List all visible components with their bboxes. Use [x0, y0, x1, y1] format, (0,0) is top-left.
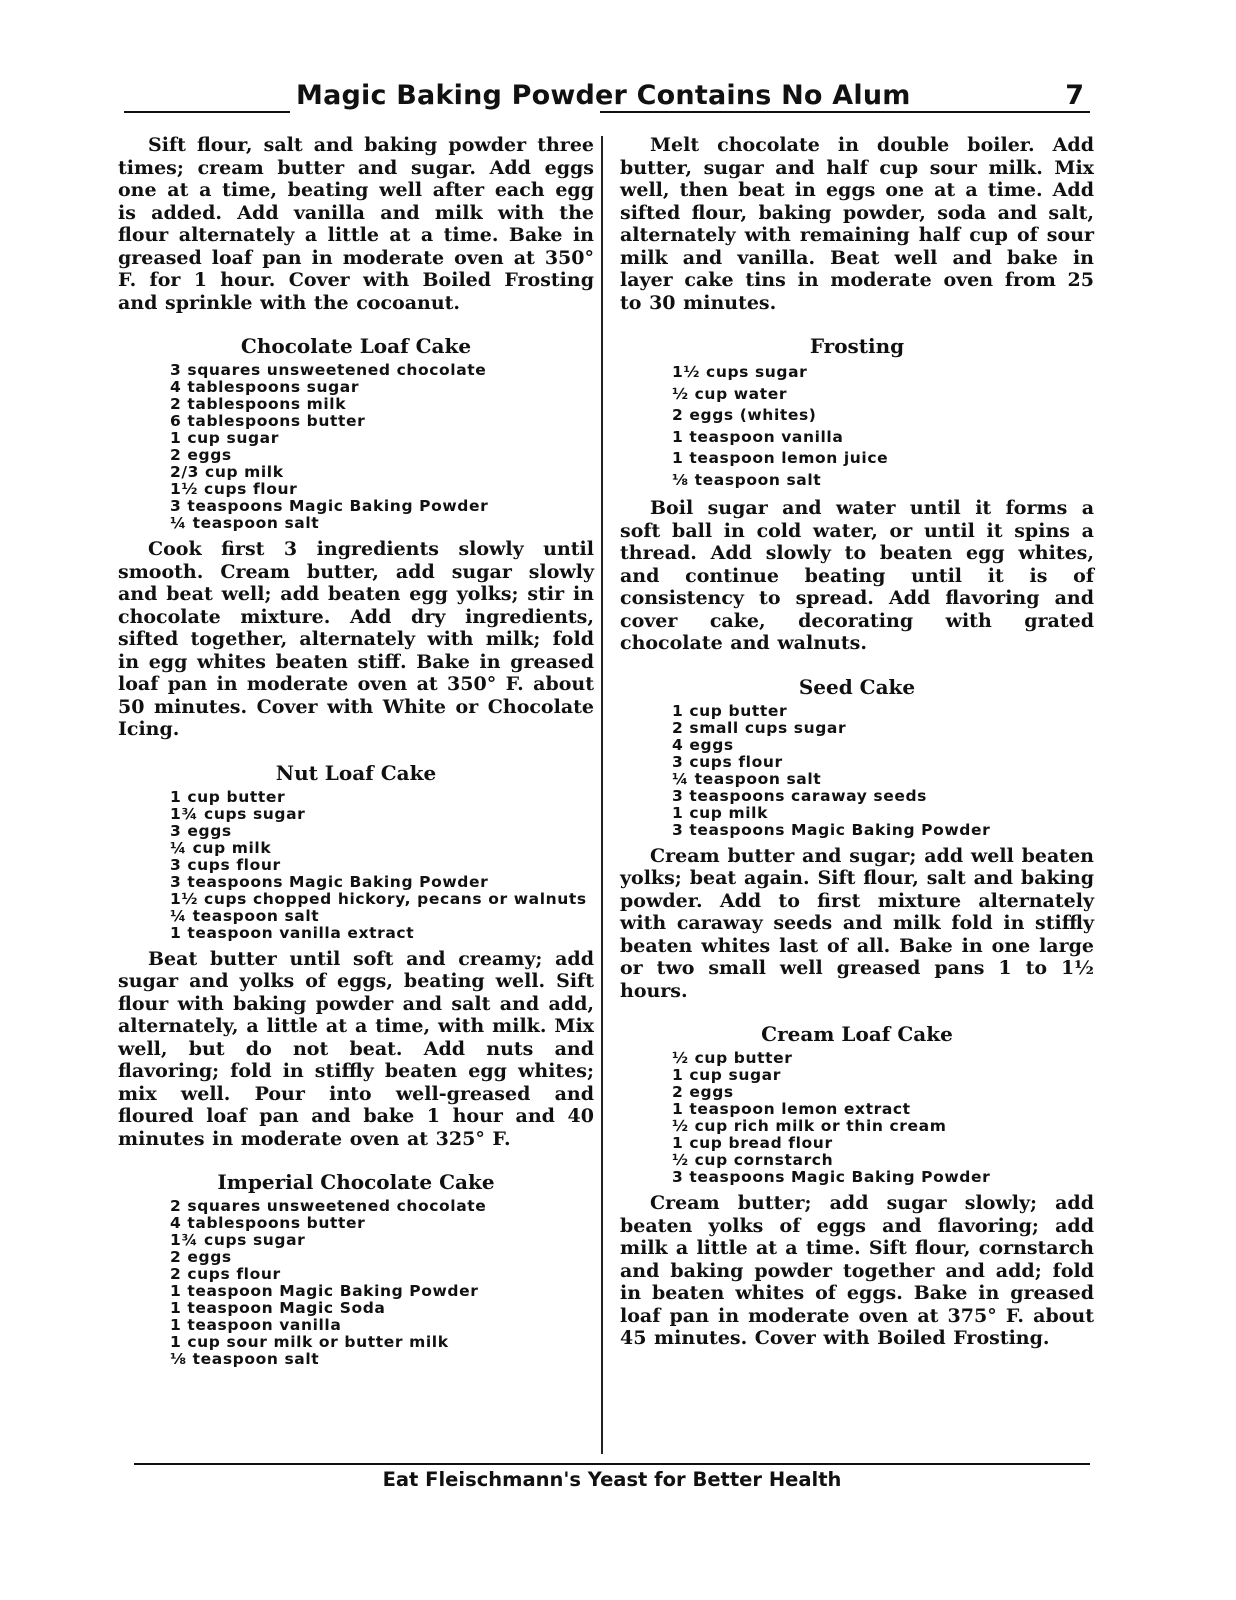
page-title: Magic Baking Powder Contains No Alum: [296, 80, 911, 111]
ingredient: 1½ cups sugar: [672, 363, 808, 381]
ingredient: ¼ teaspoon salt: [170, 514, 320, 532]
column-divider: [601, 136, 603, 1454]
ingredient-list: [170, 1198, 594, 1368]
ingredient: 1 cup sugar: [672, 1066, 781, 1084]
recipe-title: Frosting: [809, 334, 905, 358]
right-intro-paragraph: Melt chocolate in double boiler. Add butter, sugar and half cup sour milk. Mix well, then beat in eggs one at a time. Add sifted flour, baking powder, soda and salt, alternately with remaining half cup of sour milk and vanilla. Beat well and bake in layer cake tins in moderate oven from 25 to 30 minutes.: [620, 134, 1094, 314]
recipe-title: Nut Loaf Cake: [275, 760, 437, 785]
page-header: [120, 78, 1090, 118]
recipe-frosting: [620, 334, 1094, 655]
ingredient: 2 cups flour: [170, 1265, 281, 1283]
ingredient: 4 tablespoons butter: [170, 1214, 366, 1232]
recipe-title: Seed Cake: [798, 674, 916, 699]
left-column: [118, 134, 594, 1374]
ingredient: 1½ cups flour: [170, 480, 298, 498]
ingredient: 2 eggs: [170, 1248, 232, 1266]
ingredient: 1 cup butter: [672, 701, 788, 720]
ingredient: 3 cups flour: [672, 752, 783, 771]
recipe-seed-cake: [620, 675, 1094, 1003]
ingredient: 2 squares unsweetened chocolate: [170, 1197, 487, 1215]
recipe-chocolate-loaf-cake: [118, 334, 594, 741]
ingredient: 3 cups flour: [170, 855, 281, 874]
ingredient: 1 cup sour milk or butter milk: [170, 1333, 449, 1351]
page-number: 7: [1065, 80, 1084, 111]
recipe-imperial-chocolate-cake: [118, 1170, 594, 1368]
recipe-directions: Cook first 3 ingredients slowly until smooth. Cream butter, add sugar slowly and beat well; add beaten egg yolks; stir in chocolate mixture. Add dry ingredients, sifted together, alternately with milk; fold in egg whites beaten stiff. Bake in greased loaf pan in moderate oven at 350° F. about 50 minutes. Cover with White or Chocolate Icing.: [118, 538, 594, 740]
ingredient: ½ cup rich milk or thin cream: [672, 1117, 947, 1135]
recipe-directions: Beat butter until soft and creamy; add sugar and yolks of eggs, beating well. Sift flour with baking powder and salt and add, alternately, a little at a time, with milk. Mix well, but do not beat. Add nuts and flavoring; fold in stiffly beaten egg whites; mix well. Pour into well-greased and floured loaf pan and bake 1 hour and 40 minutes in moderate oven at 325° F.: [118, 947, 594, 1150]
ingredient: 1 teaspoon Magic Soda: [170, 1299, 386, 1317]
ingredient: 1½ cups chopped hickory, pecans or walnuts: [170, 889, 587, 908]
ingredient: ¼ teaspoon salt: [170, 906, 320, 925]
ingredient: 1¾ cups sugar: [170, 804, 306, 823]
ingredient: 2 eggs (whites): [672, 406, 817, 424]
ingredient: 3 teaspoons Magic Baking Powder: [672, 820, 991, 839]
right-column: [620, 134, 1094, 1364]
ingredient: 1 cup milk: [672, 803, 768, 822]
ingredient: 6 tablespoons butter: [170, 412, 366, 430]
ingredient: 1 teaspoon Magic Baking Powder: [170, 1282, 479, 1300]
ingredient: 1 teaspoon lemon juice: [672, 449, 889, 467]
ingredient: ⅛ teaspoon salt: [672, 470, 822, 489]
ingredient-list: [672, 703, 1094, 839]
ingredient: 4 tablespoons sugar: [170, 378, 360, 396]
ingredient: 3 eggs: [170, 821, 232, 840]
recipe-directions: Boil sugar and water until it forms a soft ball in cold water, or until it spins a thread. Add slowly to beaten egg whites, and continue beating until it is of consistency to spread. Add flavoring and cover cake, decorating with grated chocolate and walnuts.: [620, 497, 1094, 654]
ingredient: 1 teaspoon vanilla extract: [170, 923, 415, 942]
ingredient: ¼ cup milk: [170, 838, 272, 857]
ingredient: 2 eggs: [170, 446, 232, 464]
ingredient: 1¾ cups sugar: [170, 1231, 306, 1249]
ingredient: 2 eggs: [672, 1083, 734, 1101]
ingredient: ½ cup butter: [672, 1049, 793, 1067]
recipe-title: Chocolate Loaf Cake: [240, 334, 472, 358]
ingredient: 2/3 cup milk: [170, 463, 284, 481]
ingredient-list: [672, 1050, 1094, 1186]
ingredient: 2 small cups sugar: [672, 718, 847, 737]
recipe-directions: Cream butter; add sugar slowly; add beaten yolks of eggs and flavoring; add milk a little at a time. Sift flour, cornstarch and baking powder together and add; fold in beaten whites of eggs. Bake in greased loaf pan in moderate oven at 375° F. about 45 minutes. Cover with Boiled Frosting.: [620, 1192, 1094, 1349]
ingredient: 3 teaspoons Magic Baking Powder: [170, 497, 489, 515]
ingredient: 1 teaspoon lemon extract: [672, 1100, 911, 1118]
page-footer: Eat Fleischmann's Yeast for Better Health: [382, 1468, 842, 1491]
ingredient: 1 cup bread flour: [672, 1134, 833, 1152]
header-rule-left: [124, 111, 290, 113]
ingredient: ⅛ teaspoon salt: [170, 1350, 320, 1368]
recipe-cream-loaf-cake: [620, 1022, 1094, 1350]
ingredient: ¼ teaspoon salt: [672, 769, 822, 788]
ingredient: 1 teaspoon vanilla: [170, 1316, 342, 1334]
ingredient: 4 eggs: [672, 735, 734, 754]
ingredient: ½ cup water: [672, 384, 788, 403]
ingredient-list: [672, 362, 1094, 491]
ingredient: 1 cup sugar: [170, 429, 279, 447]
header-rule-right: [600, 111, 1090, 113]
ingredient: 3 teaspoons caraway seeds: [672, 786, 927, 805]
ingredient: 3 teaspoons Magic Baking Powder: [170, 872, 489, 891]
footer-rule: [134, 1463, 1090, 1465]
ingredient: 1 cup butter: [170, 787, 286, 806]
ingredient: 2 tablespoons milk: [170, 395, 347, 413]
recipe-title: Cream Loaf Cake: [761, 1022, 953, 1046]
recipe-nut-loaf-cake: [118, 761, 594, 1151]
ingredient: 1 teaspoon vanilla: [672, 427, 844, 446]
ingredient-list: [170, 362, 594, 532]
left-intro-paragraph: Sift flour, salt and baking powder three times; cream butter and sugar. Add eggs one at a time, beating well after each egg is added. Add vanilla and milk with the flour alternately a little at a time. Bake in greased loaf pan in moderate oven at 350° F. for 1 hour. Cover with Boiled Frosting and sprinkle with the cocoanut.: [118, 134, 594, 314]
ingredient: 3 teaspoons Magic Baking Powder: [672, 1168, 991, 1186]
recipe-title: Imperial Chocolate Cake: [217, 1170, 495, 1194]
recipe-directions: Cream butter and sugar; add well beaten yolks; beat again. Sift flour, salt and baking powder. Add to first mixture alternately with caraway seeds and milk fold in stiffly beaten whites last of all. Bake in one large or two small well greased pans 1 to 1½ hours.: [620, 844, 1094, 1002]
ingredient: 3 squares unsweetened chocolate: [170, 361, 487, 379]
ingredient-list: [170, 789, 594, 942]
ingredient: ½ cup cornstarch: [672, 1151, 834, 1169]
